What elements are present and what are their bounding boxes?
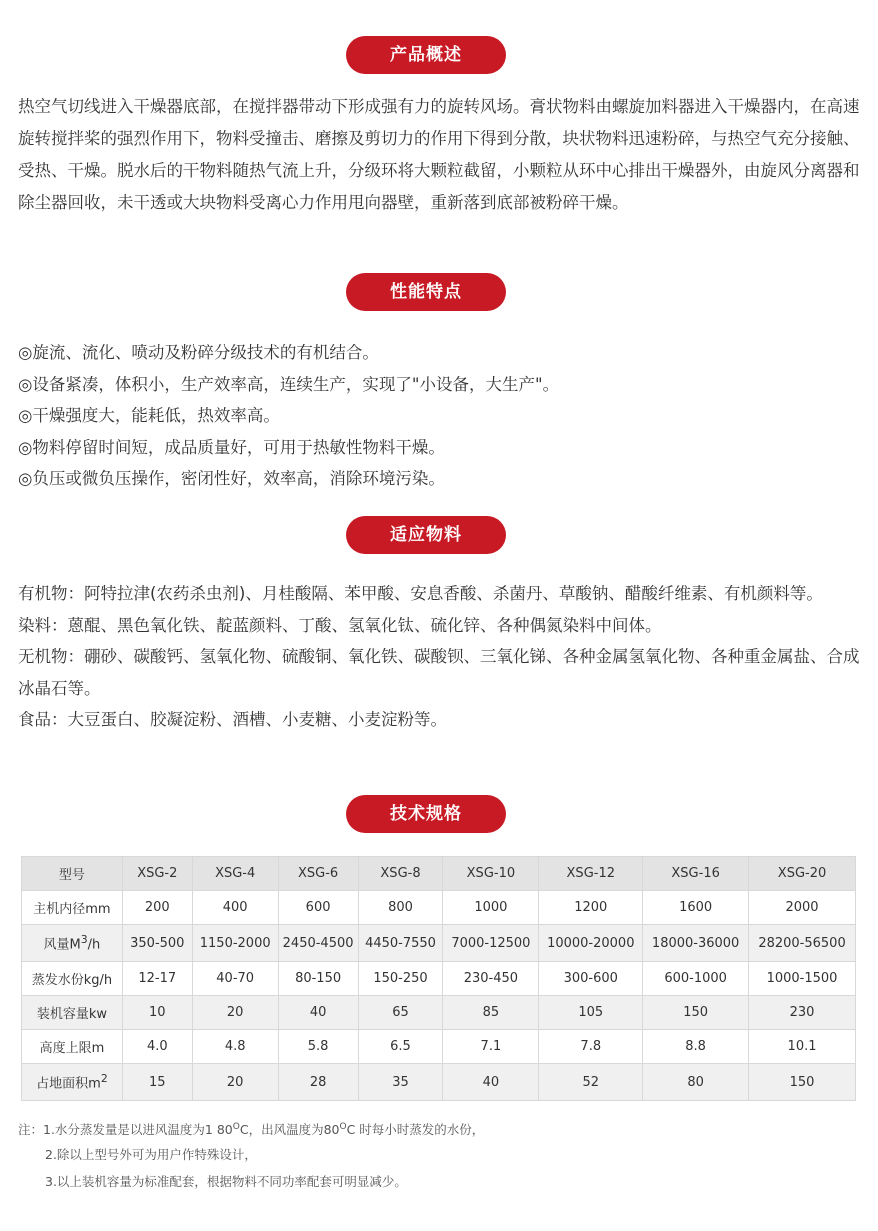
- table-cell: 28: [278, 1064, 358, 1101]
- note-line-2: 2.除以上型号外可为用户作特殊设计，: [45, 1147, 257, 1162]
- row-label: 风量$M^3/h$: [22, 925, 123, 962]
- table-cell: 12-17: [122, 962, 192, 996]
- table-cell: 40: [443, 1064, 539, 1101]
- spec-header-cell: XSG-20: [749, 857, 856, 891]
- table-cell: 35: [358, 1064, 443, 1101]
- table-cell: 200: [122, 891, 192, 925]
- table-cell: 10000-20000: [539, 925, 643, 962]
- table-cell: 6.5: [358, 1030, 443, 1064]
- table-row: [22, 1030, 856, 1064]
- spec-header-cell: XSG-6: [278, 857, 358, 891]
- feature-item: ◎旋流、流化、喷动及粉碎分级技术的有机结合。: [18, 343, 379, 362]
- table-cell: 800: [358, 891, 443, 925]
- spec-header-cell: XSG-2: [122, 857, 192, 891]
- table-cell: 7.8: [539, 1030, 643, 1064]
- table-cell: 4.8: [192, 1030, 278, 1064]
- section-title-overview: 产品概述: [346, 36, 506, 74]
- material-item-dyes: 染料：蒽醌、黑色氧化铁、靛蓝颜料、丁酸、氢氧化钛、硫化锌、各种偶氮染料中间体。: [18, 615, 662, 635]
- table-cell: 28200-56500: [749, 925, 856, 962]
- table-cell: 600-1000: [643, 962, 749, 996]
- spec-header-row: [22, 857, 856, 891]
- table-cell: 105: [539, 996, 643, 1030]
- spec-header-cell: XSG-10: [443, 857, 539, 891]
- table-row: [22, 996, 856, 1030]
- feature-item: ◎物料停留时间短，成品质量好，可用于热敏性物料干燥。: [18, 437, 445, 457]
- materials-list: [18, 578, 863, 736]
- table-row: [22, 962, 856, 996]
- spec-notes: [18, 1114, 863, 1195]
- table-cell: 1000-1500: [749, 962, 856, 996]
- table-cell: 80: [643, 1064, 749, 1101]
- table-cell: 150-250: [358, 962, 443, 996]
- feature-item: ◎负压或微负压操作，密闭性好，效率高，消除环境污染。: [18, 469, 445, 488]
- table-cell: 600: [278, 891, 358, 925]
- table-cell: 15: [122, 1064, 192, 1101]
- material-item-food: 食品：大豆蛋白、胶凝淀粉、酒槽、小麦糖、小麦淀粉等。: [18, 710, 447, 729]
- section-title-materials: 适应物料: [346, 516, 506, 554]
- table-cell: 1000: [443, 891, 539, 925]
- table-cell: 300-600: [539, 962, 643, 996]
- table-cell: 400: [192, 891, 278, 925]
- note-line-3: 3.以上装机容量为标准配套，根据物料不同功率配套可明显减少。: [45, 1174, 407, 1189]
- spec-header-cell: XSG-16: [643, 857, 749, 891]
- table-cell: 230-450: [443, 962, 539, 996]
- row-label: 蒸发水份kg/h: [22, 962, 123, 996]
- table-cell: 80-150: [278, 962, 358, 996]
- feature-item: ◎干燥强度大，能耗低，热效率高。: [18, 406, 280, 425]
- section-title-features: 性能特点: [346, 273, 506, 311]
- row-label: 高度上限m: [22, 1030, 123, 1064]
- row-label: 装机容量kw: [22, 996, 123, 1030]
- table-cell: 230: [749, 996, 856, 1030]
- table-cell: 18000-36000: [643, 925, 749, 962]
- table-cell: 4.0: [122, 1030, 192, 1064]
- table-cell: 1600: [643, 891, 749, 925]
- table-cell: 5.8: [278, 1030, 358, 1064]
- table-cell: 85: [443, 996, 539, 1030]
- table-cell: 1150-2000: [192, 925, 278, 962]
- table-cell: 150: [643, 996, 749, 1030]
- table-cell: 52: [539, 1064, 643, 1101]
- features-list: [18, 337, 863, 495]
- table-cell: 8.8: [643, 1030, 749, 1064]
- table-cell: 20: [192, 1064, 278, 1101]
- row-label: 占地面积$m^2$: [22, 1064, 123, 1101]
- table-row: [22, 925, 856, 962]
- spec-table: [21, 856, 856, 1101]
- table-cell: 10: [122, 996, 192, 1030]
- table-cell: 40: [278, 996, 358, 1030]
- spec-header-cell: XSG-8: [358, 857, 443, 891]
- table-cell: 40-70: [192, 962, 278, 996]
- feature-item: ◎设备紧凑，体积小，生产效率高，连续生产，实现了"小设备，大生产"。: [18, 374, 560, 394]
- table-cell: 7000-12500: [443, 925, 539, 962]
- section-title-specs: 技术规格: [346, 795, 506, 833]
- spec-header-cell: 型号: [22, 857, 123, 891]
- table-cell: 2000: [749, 891, 856, 925]
- material-item-organic: 有机物：阿特拉津(农药杀虫剂)、月桂酸隔、苯甲酸、安息香酸、杀菌丹、草酸钠、醋酸纤维素、有机颜料等。: [18, 584, 823, 603]
- table-cell: 4450-7550: [358, 925, 443, 962]
- table-cell: 2450-4500: [278, 925, 358, 962]
- table-row: [22, 1064, 856, 1101]
- note-line-1: 注：1.水分蒸发量是以进风温度为1 $80^OC$，出风温度为$80^OC$ 时每小时蒸发的水份，: [18, 1122, 485, 1138]
- overview-paragraph: 热空气切线进入干燥器底部，在搅拌器带动下形成强有力的旋转风场。膏状物料由螺旋加料器进入干燥器内，在高速旋转搅拌桨的强烈作用下，物料受撞击、磨擦及剪切力的作用下得到分散，块状物料迅速粉碎，与热空气充分接触、受热、干燥。脱水后的干物料随热气流上升，分级环将大颗粒截留，小颗粒从环中心排出干燥器外，由旋风分离器和除尘器回收，未干透或大块物料受离心力作用甩向器壁，重新落到底部被粉碎干燥。: [18, 97, 860, 212]
- table-cell: 350-500: [122, 925, 192, 962]
- table-cell: 1200: [539, 891, 643, 925]
- row-label: 主机内径mm: [22, 891, 123, 925]
- material-item-inorganic: 无机物：硼砂、碳酸钙、氢氧化物、硫酸铜、氧化铁、碳酸钡、三氧化锑、各种金属氢氧化物、各种重金属盐、合成冰晶石等。: [18, 647, 860, 698]
- spec-header-cell: XSG-4: [192, 857, 278, 891]
- table-cell: 10.1: [749, 1030, 856, 1064]
- table-row: [22, 891, 856, 925]
- table-cell: 7.1: [443, 1030, 539, 1064]
- table-cell: 65: [358, 996, 443, 1030]
- spec-header-cell: XSG-12: [539, 857, 643, 891]
- table-cell: 20: [192, 996, 278, 1030]
- table-cell: 150: [749, 1064, 856, 1101]
